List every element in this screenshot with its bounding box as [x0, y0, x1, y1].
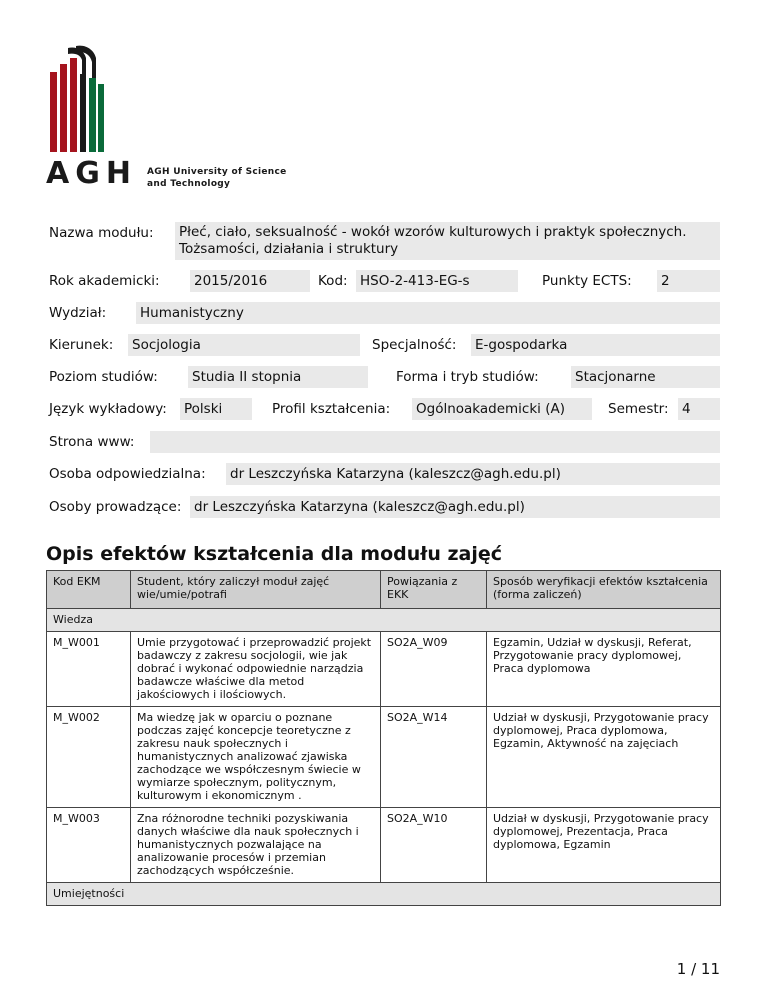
table-row: [47, 808, 721, 883]
row-code: M_W003: [47, 808, 131, 883]
prowadzace-value: dr Leszczyńska Katarzyna (kaleszcz@agh.edu.pl): [190, 496, 720, 518]
row-code: M_W001: [47, 632, 131, 707]
rok-value: 2015/2016: [190, 270, 310, 292]
row-ekk: SO2A_W09: [381, 632, 487, 707]
odpowiedzialna-value: dr Leszczyńska Katarzyna (kaleszcz@agh.edu.pl): [226, 463, 720, 485]
group-row-umiejetnosci: [47, 883, 721, 906]
row-verif: Egzamin, Udział w dyskusji, Referat, Przygotowanie pracy dyplomowej, Praca dyplomowa: [487, 632, 721, 707]
row-code: M_W002: [47, 707, 131, 808]
group-row-wiedza: [47, 609, 721, 632]
kierunek-value: Socjologia: [128, 334, 360, 356]
rok-label: Rok akademicki:: [49, 273, 160, 289]
nazwa-value: Płeć, ciało, seksualność - wokół wzorów kulturowych i praktyk społecznych. Tożsamości, działania i struktury: [175, 222, 720, 260]
header-desc: Student, który zaliczył moduł zajęć wie/umie/potrafi: [131, 571, 381, 609]
kierunek-label: Kierunek:: [49, 337, 114, 353]
poziom-label: Poziom studiów:: [49, 369, 158, 385]
nazwa-label: Nazwa modułu:: [49, 225, 154, 241]
row-ekk: SO2A_W14: [381, 707, 487, 808]
forma-value: Stacjonarne: [571, 366, 720, 388]
specjalnosc-label: Specjalność:: [372, 337, 457, 353]
agh-wordmark: AGH: [46, 156, 137, 191]
row-verif: Udział w dyskusji, Przygotowanie pracy dyplomowej, Prezentacja, Praca dyplomowa, Egzamin: [487, 808, 721, 883]
table-row: [47, 632, 721, 707]
ects-label: Punkty ECTS:: [542, 273, 632, 289]
row-desc: Ma wiedzę jak w oparciu o poznane podczas zajęć koncepcje teoretyczne z zakresu nauk społecznych i humanistycznych analizować zjawiska zachodzące we współczesnym świecie w wymiarze społecznym, politycznym, kulturowym i ekonomicznym .: [131, 707, 381, 808]
kod-label: Kod:: [318, 273, 348, 289]
kod-value: HSO-2-413-EG-s: [356, 270, 518, 292]
row-verif: Udział w dyskusji, Przygotowanie pracy dyplomowej, Praca dyplomowa, Egzamin, Aktywność na zajęciach: [487, 707, 721, 808]
profil-value: Ogólnoakademicki (A): [412, 398, 592, 420]
header-kod: Kod EKM: [47, 571, 131, 609]
agh-logo: [44, 44, 294, 194]
university-name-line1: AGH University of Science: [147, 167, 287, 177]
wydzial-value: Humanistyczny: [136, 302, 720, 324]
www-label: Strona www:: [49, 434, 135, 450]
group-label: Umiejętności: [47, 883, 721, 906]
agh-emblem-icon: [46, 44, 106, 154]
row-desc: Zna różnorodne techniki pozyskiwania danych właściwe dla nauk społecznych i humanistycznych pozwalające na analizowanie procesów i przemian zachodzących współcześnie.: [131, 808, 381, 883]
odpowiedzialna-label: Osoba odpowiedzialna:: [49, 466, 206, 482]
semestr-value: 4: [678, 398, 720, 420]
poziom-value: Studia II stopnia: [188, 366, 368, 388]
row-desc: Umie przygotować i przeprowadzić projekt badawczy z zakresu socjologii, wie jak dobrać i wykonać odpowiednie narządzia badawcze właściwe dla metod jakościowych i ilościowych.: [131, 632, 381, 707]
group-label: Wiedza: [47, 609, 721, 632]
jezyk-label: Język wykładowy:: [49, 401, 167, 417]
header-verif: Sposób weryfikacji efektów kształcenia (forma zaliczeń): [487, 571, 721, 609]
forma-label: Forma i tryb studiów:: [396, 369, 539, 385]
www-value: [150, 431, 720, 453]
university-name: [147, 166, 287, 190]
row-ekk: SO2A_W10: [381, 808, 487, 883]
profil-label: Profil kształcenia:: [272, 401, 391, 417]
jezyk-value: Polski: [180, 398, 252, 420]
ekm-table: [46, 570, 721, 906]
university-name-line2: and Technology: [147, 179, 231, 189]
header-ekk: Powiązania z EKK: [381, 571, 487, 609]
prowadzace-label: Osoby prowadzące:: [49, 499, 182, 515]
wydzial-label: Wydział:: [49, 305, 107, 321]
ects-value: 2: [657, 270, 720, 292]
table-header-row: [47, 571, 721, 609]
section-title: Opis efektów kształcenia dla modułu zajęć: [46, 543, 503, 565]
semestr-label: Semestr:: [608, 401, 669, 417]
page-number: 1 / 11: [676, 960, 720, 978]
table-row: [47, 707, 721, 808]
specjalnosc-value: E-gospodarka: [471, 334, 720, 356]
